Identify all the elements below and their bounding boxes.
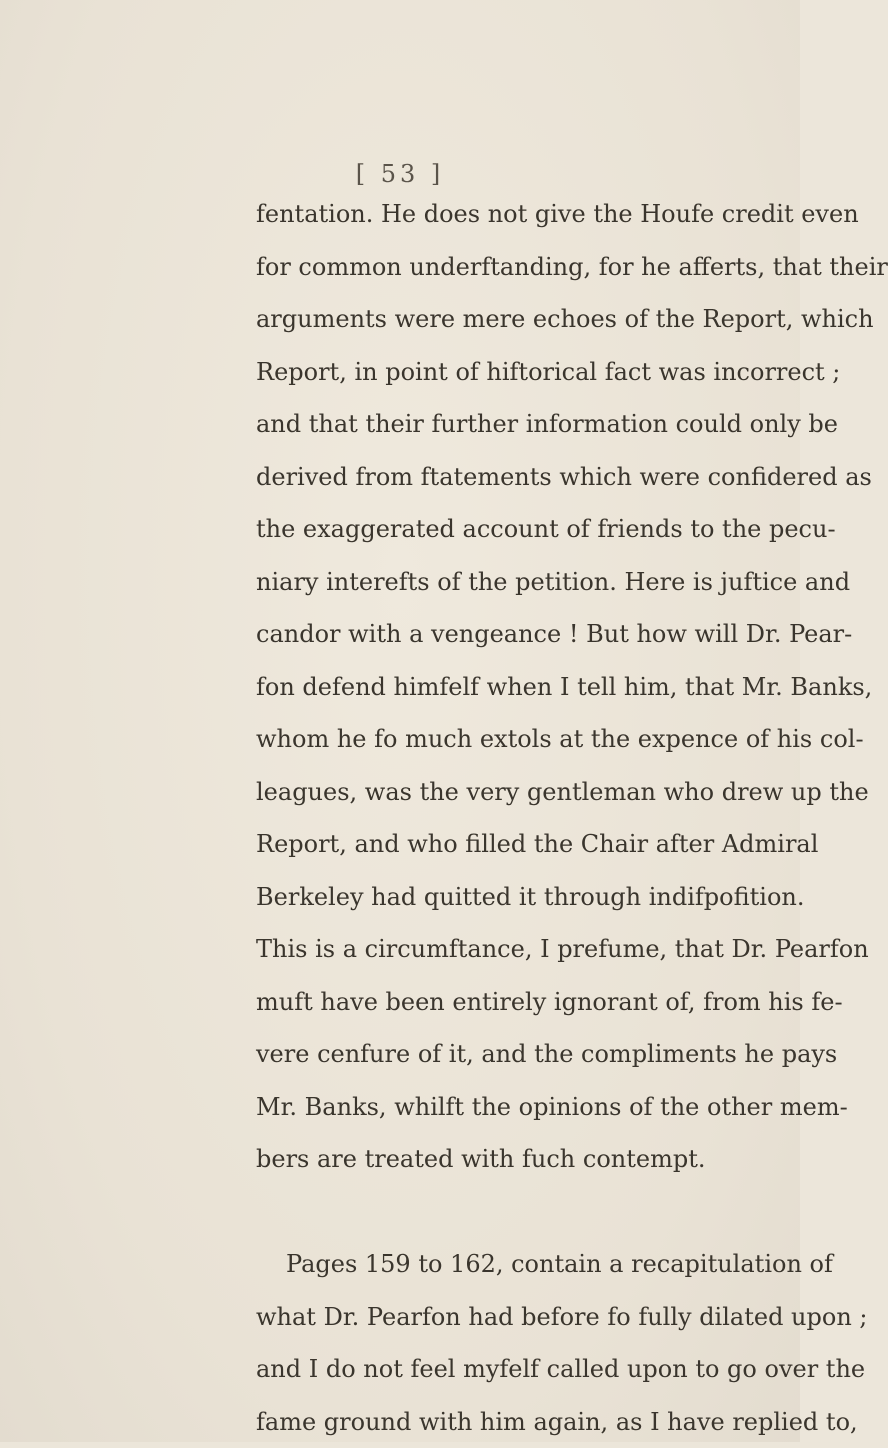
text-line: the exaggerated account of friends to the pecu- bbox=[256, 503, 796, 556]
paragraph-gap bbox=[256, 1186, 796, 1239]
text-line: fentation. He does not give the Houfe credit even bbox=[256, 188, 796, 241]
text-line: arguments were mere echoes of the Report, which bbox=[256, 293, 796, 346]
page-number-header: [ 53 ] bbox=[0, 160, 800, 188]
text-line: and that their further information could only be bbox=[256, 398, 796, 451]
text-line: fon defend himfelf when I tell him, that Mr. Banks, bbox=[256, 661, 796, 714]
text-line: Report, in point of hiftorical fact was incorrect ; bbox=[256, 346, 796, 399]
text-line: niary interefts of the petition. Here is juftice and bbox=[256, 556, 796, 609]
text-line: derived from ftatements which were confidered as bbox=[256, 451, 796, 504]
text-line: Pages 159 to 162, contain a recapitulation of bbox=[256, 1238, 796, 1291]
text-line: and I do not feel myfelf called upon to go over the bbox=[256, 1343, 796, 1396]
page-body bbox=[256, 188, 796, 1448]
text-line: Mr. Banks, whilft the opinions of the other mem- bbox=[256, 1081, 796, 1134]
text-line: bers are treated with fuch contempt. bbox=[256, 1133, 796, 1186]
paragraph-1 bbox=[256, 188, 796, 1186]
text-line: muft have been entirely ignorant of, from his fe- bbox=[256, 976, 796, 1029]
text-line: Berkeley had quitted it through indifpofition. bbox=[256, 871, 796, 924]
text-line: for common underftanding, for he afferts, that their bbox=[256, 241, 796, 294]
paragraph-2 bbox=[256, 1238, 796, 1448]
text-line: what Dr. Pearfon had before fo fully dilated upon ; bbox=[256, 1291, 796, 1344]
text-line: vere cenfure of it, and the compliments he pays bbox=[256, 1028, 796, 1081]
text-line: This is a circumftance, I prefume, that Dr. Pearfon bbox=[256, 923, 796, 976]
text-line: candor with a vengeance ! But how will Dr. Pear- bbox=[256, 608, 796, 661]
text-line: fame ground with him again, as I have replied to, bbox=[256, 1396, 796, 1448]
text-line: whom he fo much extols at the expence of his col- bbox=[256, 713, 796, 766]
text-line: leagues, was the very gentleman who drew up the bbox=[256, 766, 796, 819]
text-line: Report, and who filled the Chair after Admiral bbox=[256, 818, 796, 871]
